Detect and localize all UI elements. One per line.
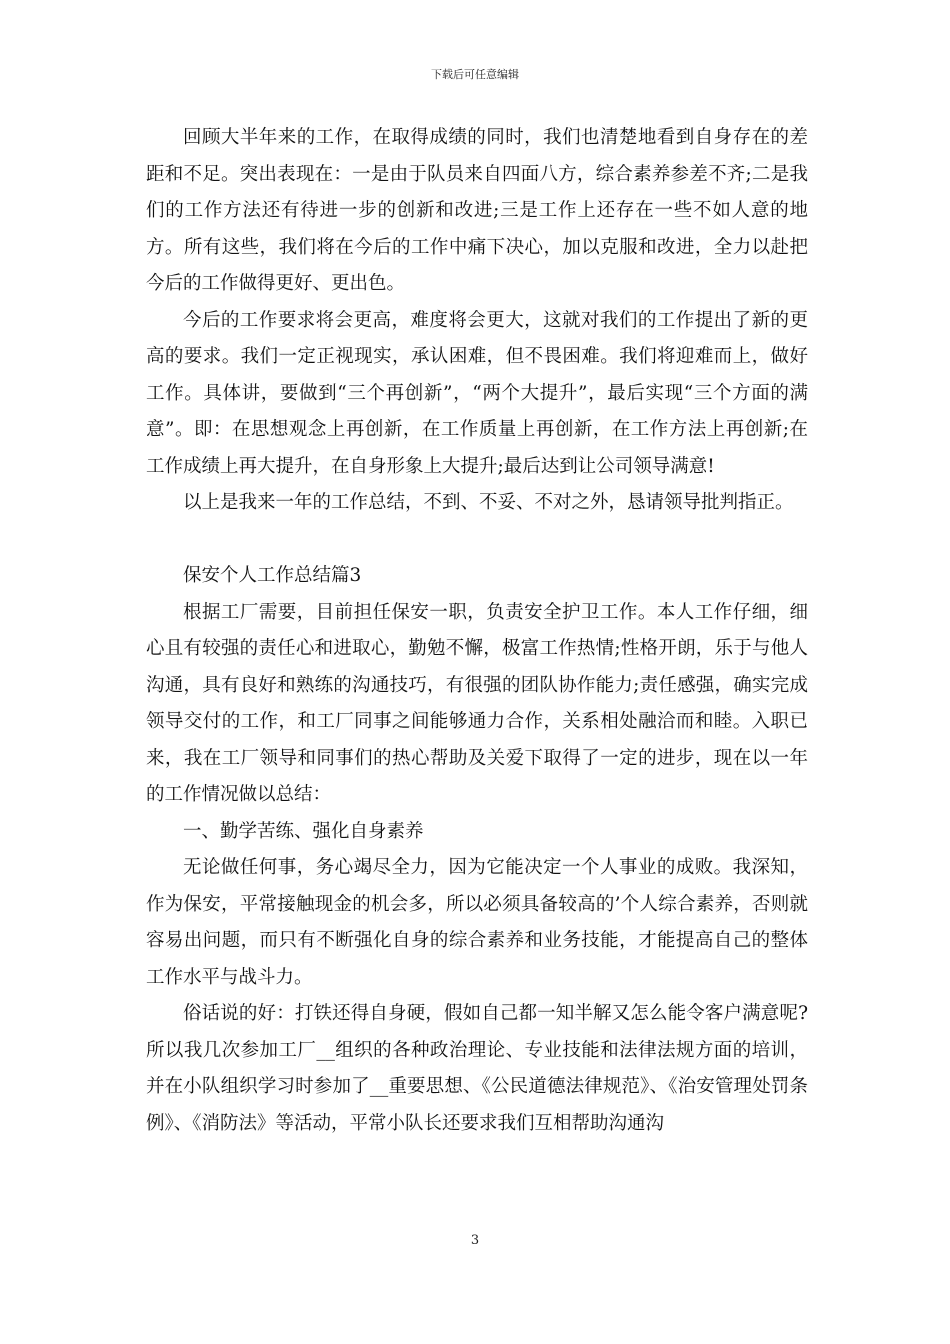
paragraph-training: 俗话说的好：打铁还得自身硬，假如自己都一知半解又怎么能令客户满意呢?所以我几次参加工厂__组织的各种政治理论、专业技能和法律法规方面的培训，并在小队组织学习时参加了__重要思想、《公民道德法律规范》、《治安管理处罚条例》、《消防法》等活动，平常小队长还要求我们互相帮助沟通沟 bbox=[146, 1003, 808, 1134]
page-number: 3 bbox=[470, 1233, 480, 1248]
paragraph-reflection: 回顾大半年来的工作，在取得成绩的同时，我们也清楚地看到自身存在的差距和不足。突出表现在：一是由于队员来自四面八方，综合素养参差不齐;二是我们的工作方法还有待进一步的创新和改进;三是工作上还存在一些不如人意的地方。所有这些，我们将在今后的工作中痛下决心，加以克服和改进，全力以赴把今后的工作做得更好、更出色。 bbox=[146, 127, 808, 294]
document-body bbox=[146, 120, 808, 1142]
paragraph-closing: 以上是我来一年的工作总结，不到、不妥、不对之外，恳请领导批判指正。 bbox=[183, 492, 794, 513]
paragraph-future-requirements: 今后的工作要求将会更高，难度将会更大，这就对我们的工作提出了新的更高的要求。我们一定正视现实，承认困难，但不畏困难。我们将迎难而上，做好工作。具体讲，要做到“三个再创新”，“两个大提升”，最后实现“三个方面的满意”。即：在思想观念上再创新，在工作质量上再创新，在工作方法上再创新;在工作成绩上再大提升，在自身形象上大提升;最后达到让公司领导满意! bbox=[146, 309, 808, 477]
subheading-study: 一、勤学苦练、强化自身素养 bbox=[183, 820, 424, 842]
paragraph-introduction: 根据工厂需要，目前担任保安一职，负责安全护卫工作。本人工作仔细，细心且有较强的责任心和进取心，勤勉不懈，极富工作热情;性格开朗，乐于与他人沟通，具有良好和熟练的沟通技巧，有很强的团队协作能力;责任感强，确实完成领导交付的工作，和工厂同事之间能够通力合作，关系相处融洽而和睦。入职已来，我在工厂领导和同事们的热心帮助及关爱下取得了一定的进步，现在以一年的工作情况做以总结： bbox=[146, 601, 808, 805]
paragraph-dedication: 无论做任何事，务心竭尽全力，因为它能决定一个人事业的成败。我深知，作为保安，平常接触现金的机会多，所以必须具备较高的’个人综合素养，否则就容易出问题，而只有不断强化自身的综合素养和业务技能，才能提高自己的整体工作水平与战斗力。 bbox=[146, 857, 808, 988]
section-title: 保安个人工作总结篇3 bbox=[183, 565, 362, 586]
header-note: 下载后可任意编辑 bbox=[431, 68, 519, 81]
blank-line bbox=[146, 522, 808, 559]
